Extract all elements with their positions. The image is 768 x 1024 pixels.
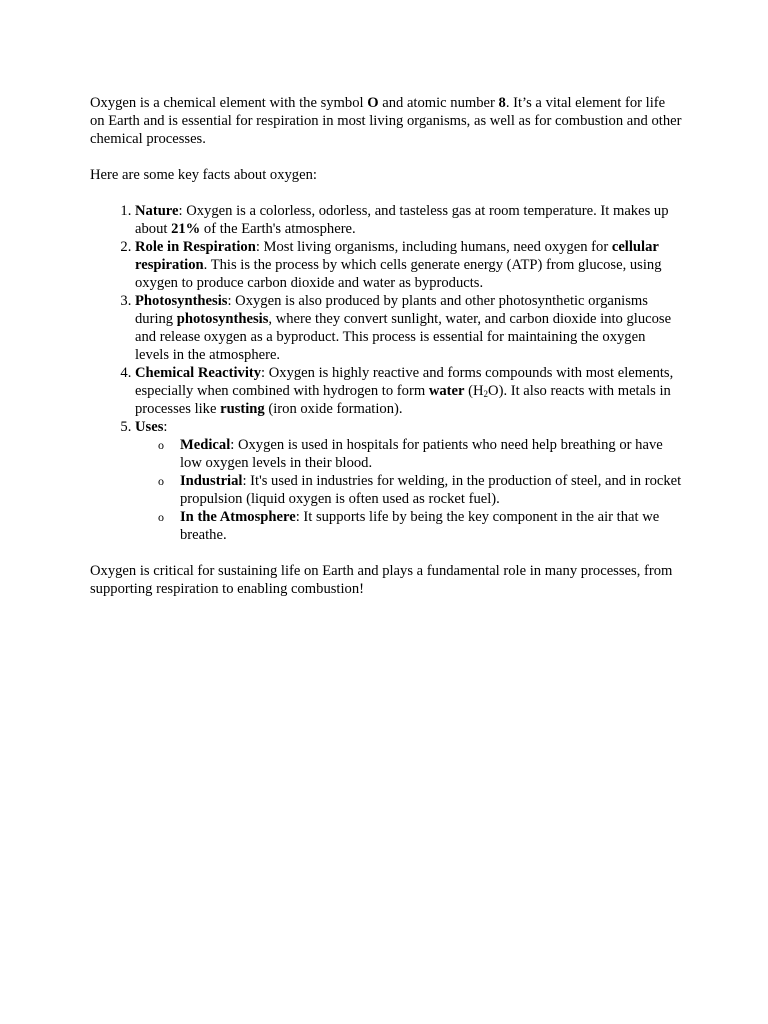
fact-term: photosynthesis — [176, 311, 269, 327]
intro-text: and atomic number — [378, 95, 499, 111]
use-text: : Oxygen is used in hospitals for patients who need help breathing or have low oxygen levels in their blood. — [180, 437, 663, 471]
bullet-icon: o — [158, 510, 164, 524]
formula-text: (H — [464, 383, 484, 399]
fact-respiration — [135, 238, 682, 292]
use-item-medical — [158, 436, 682, 472]
fact-text: (iron oxide formation). — [264, 401, 403, 417]
atomic-number: 8 — [498, 95, 506, 111]
use-item-atmosphere — [158, 508, 682, 544]
bullet-icon: o — [158, 474, 164, 488]
fact-title: Photosynthesis — [135, 293, 228, 309]
closing-paragraph: Oxygen is critical for sustaining life on Earth and plays a fundamental role in many processes, from supporting respiration to enabling combustion! — [90, 563, 673, 597]
facts-list — [90, 202, 682, 544]
fact-text: : — [163, 419, 168, 435]
bullet-icon: o — [158, 438, 164, 452]
fact-text: of the Earth's atmosphere. — [200, 221, 356, 237]
use-text: : It's used in industries for welding, in the production of steel, and in rocket propulsion (liquid oxygen is often used as rocket fuel). — [180, 473, 682, 507]
fact-title: Nature — [135, 203, 179, 219]
fact-title: Chemical Reactivity — [135, 365, 262, 381]
formula-text: O). It also reacts with metals in processes like — [135, 383, 671, 417]
use-title: Industrial — [180, 473, 243, 489]
fact-text: : Oxygen is a colorless, odorless, and tasteless gas at room temperature. It makes up about — [135, 203, 669, 237]
fact-photosynthesis — [135, 292, 682, 364]
fact-reactivity — [135, 364, 682, 418]
fact-text: : Oxygen is also produced by plants and other photosynthetic organisms during — [135, 293, 648, 327]
atmosphere-percent: 21% — [171, 221, 201, 237]
fact-term: cellular respiration — [135, 239, 659, 273]
fact-text: . This is the process by which cells generate energy (ATP) from glucose, using oxygen to produce carbon dioxide and water as byproducts. — [135, 257, 662, 291]
intro-paragraph — [90, 94, 682, 148]
use-item-industrial — [158, 472, 682, 508]
fact-uses — [135, 418, 682, 544]
document-body — [90, 94, 682, 598]
fact-title: Role in Respiration — [135, 239, 256, 255]
fact-nature — [135, 202, 682, 238]
fact-term: water — [428, 383, 465, 399]
formula-subscript: 2 — [483, 389, 489, 399]
fact-text: : Most living organisms, including humans, need oxygen for — [255, 239, 612, 255]
element-symbol: O — [367, 95, 379, 111]
use-title: Medical — [180, 437, 231, 453]
fact-text: : Oxygen is highly reactive and forms compounds with most elements, especially when combined with hydrogen to form — [135, 365, 674, 399]
use-title: In the Atmosphere — [180, 509, 296, 525]
fact-title: Uses — [135, 419, 164, 435]
facts-lead: Here are some key facts about oxygen: — [90, 167, 317, 183]
uses-list — [135, 436, 682, 544]
intro-text: Oxygen is a chemical element with the symbol — [90, 95, 368, 111]
intro-text: . It’s a vital element for life on Earth and is essential for respiration in most living organisms, as well as for combustion and other chemical processes. — [90, 95, 682, 147]
fact-term: rusting — [220, 401, 265, 417]
fact-text: , where they convert sunlight, water, and carbon dioxide into glucose and release oxygen as a byproduct. This process is essential for maintaining the oxygen levels in the atmosphere. — [135, 311, 672, 363]
use-text: : It supports life by being the key component in the air that we breathe. — [180, 509, 660, 543]
